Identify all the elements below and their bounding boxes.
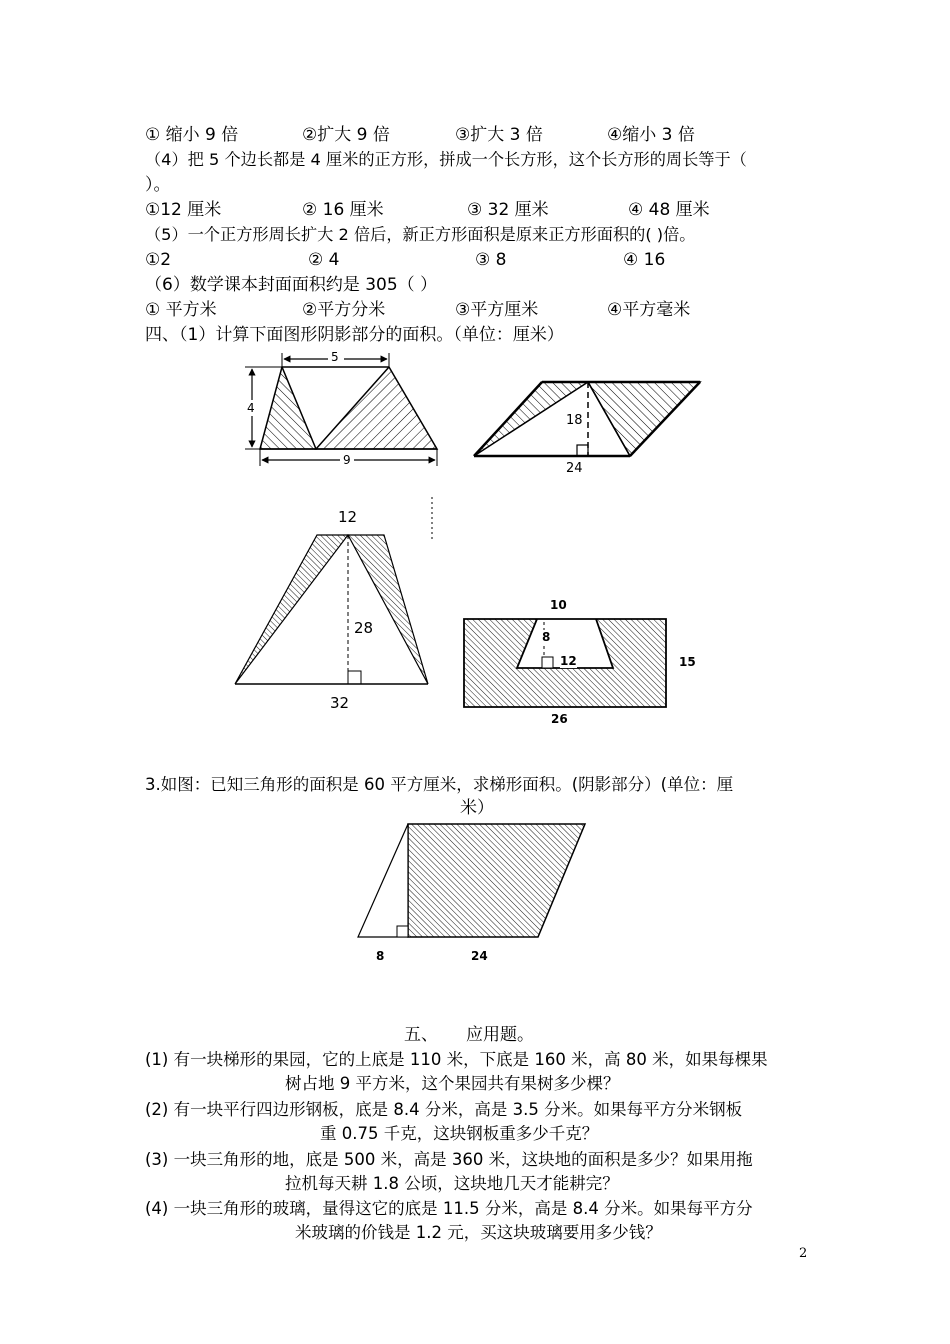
fig4-inner-label: 12 [560,654,577,668]
q4-option-2: ② 16 厘米 [302,200,384,220]
fig2-height-label: 18 [566,413,583,428]
section5-heading-num: 五、 [404,1025,438,1045]
fig4-right-label: 15 [679,655,696,669]
fig4-top-label: 10 [550,598,567,612]
figure-3-trapezoid [235,535,428,684]
q5-option-1: ①2 [145,250,172,270]
q6-option-2: ②平方分米 [302,300,386,320]
problem-4-line1: (4) 一块三角形的玻璃，量得这它的底是 11.5 分米，高是 8.4 分米。如果每平方分 [145,1199,753,1218]
q3-figure-text: 3.如图：已知三角形的面积是 60 平方厘米，求梯形面积。(阴影部分）(单位：厘 [145,775,734,794]
problem-3-line2: 拉机每天耕 1.8 公顷，这块地几天才能耕完？ [285,1174,619,1193]
figure-1-trapezoid [244,351,437,468]
fig4-height-label: 8 [542,630,551,644]
fig3-base-label: 32 [330,694,350,712]
q4-text-cont: ）。 [145,175,171,195]
q4-option-3: ③ 32 厘米 [467,200,549,220]
problem-1-line2: 树占地 9 平方米，这个果园共有果树多少棵？ [285,1074,620,1093]
fig5-left-label: 8 [376,949,385,963]
problem-1-line1: (1) 有一块梯形的果园，它的上底是 110 米，下底是 160 米，高 80 米，如果每棵果 [145,1050,768,1069]
section5-heading: 应用题。 [466,1025,534,1045]
fig1-bottom-label: 9 [343,453,351,467]
q5-option-2: ② 4 [308,250,340,270]
page-number: 2 [799,1246,808,1261]
q6-text: （6）数学课本封面面积约是 305（ ） [145,275,438,295]
q5-text: （5）一个正方形周长扩大 2 倍后，新正方形面积是原来正方形面积的( )倍。 [145,225,696,244]
fig3-height-label: 28 [354,619,374,637]
q4-text: （4）把 5 个边长都是 4 厘米的正方形，拼成一个长方形，这个长方形的周长等于（ [145,150,747,169]
q3-figure-text-cont: 米） [460,798,494,818]
problem-2-line1: (2) 有一块平行四边形钢板，底是 8.4 分米，高是 3.5 分米。如果每平方分米钢板 [145,1100,743,1119]
q4-option-1: ①12 厘米 [145,200,222,220]
fig1-top-label: 5 [331,350,339,364]
q3-option-3: ③扩大 3 倍 [455,125,543,145]
q6-option-1: ① 平方米 [145,300,217,320]
q6-option-4: ④平方毫米 [607,300,691,320]
q3-option-1: ① 缩小 9 倍 [145,125,239,145]
q6-option-3: ③平方厘米 [455,300,539,320]
q5-option-4: ④ 16 [623,250,666,270]
problem-3-line1: (3) 一块三角形的地，底是 500 米，高是 360 米，这块地的面积是多少？如果用拖 [145,1150,753,1169]
fig3-top-label: 12 [338,508,358,526]
q3-option-4: ④缩小 3 倍 [607,125,695,145]
fig4-bottom-label: 26 [551,712,568,726]
fig1-height-label: 4 [247,401,255,415]
fig5-right-label: 24 [471,949,488,963]
fig2-base-label: 24 [566,461,583,476]
q5-option-3: ③ 8 [475,250,507,270]
q4-option-4: ④ 48 厘米 [628,200,710,220]
problem-2-line2: 重 0.75 千克，这块钢板重多少千克？ [320,1124,599,1143]
figure-5-parallelogram [358,824,585,937]
q3-option-2: ②扩大 9 倍 [302,125,390,145]
problem-4-line2: 米玻璃的价钱是 1.2 元，买这块玻璃要用多少钱？ [295,1223,662,1242]
section4-heading: 四、（1）计算下面图形阴影部分的面积。（单位：厘米） [145,325,564,345]
figure-2-parallelogram [474,382,700,456]
